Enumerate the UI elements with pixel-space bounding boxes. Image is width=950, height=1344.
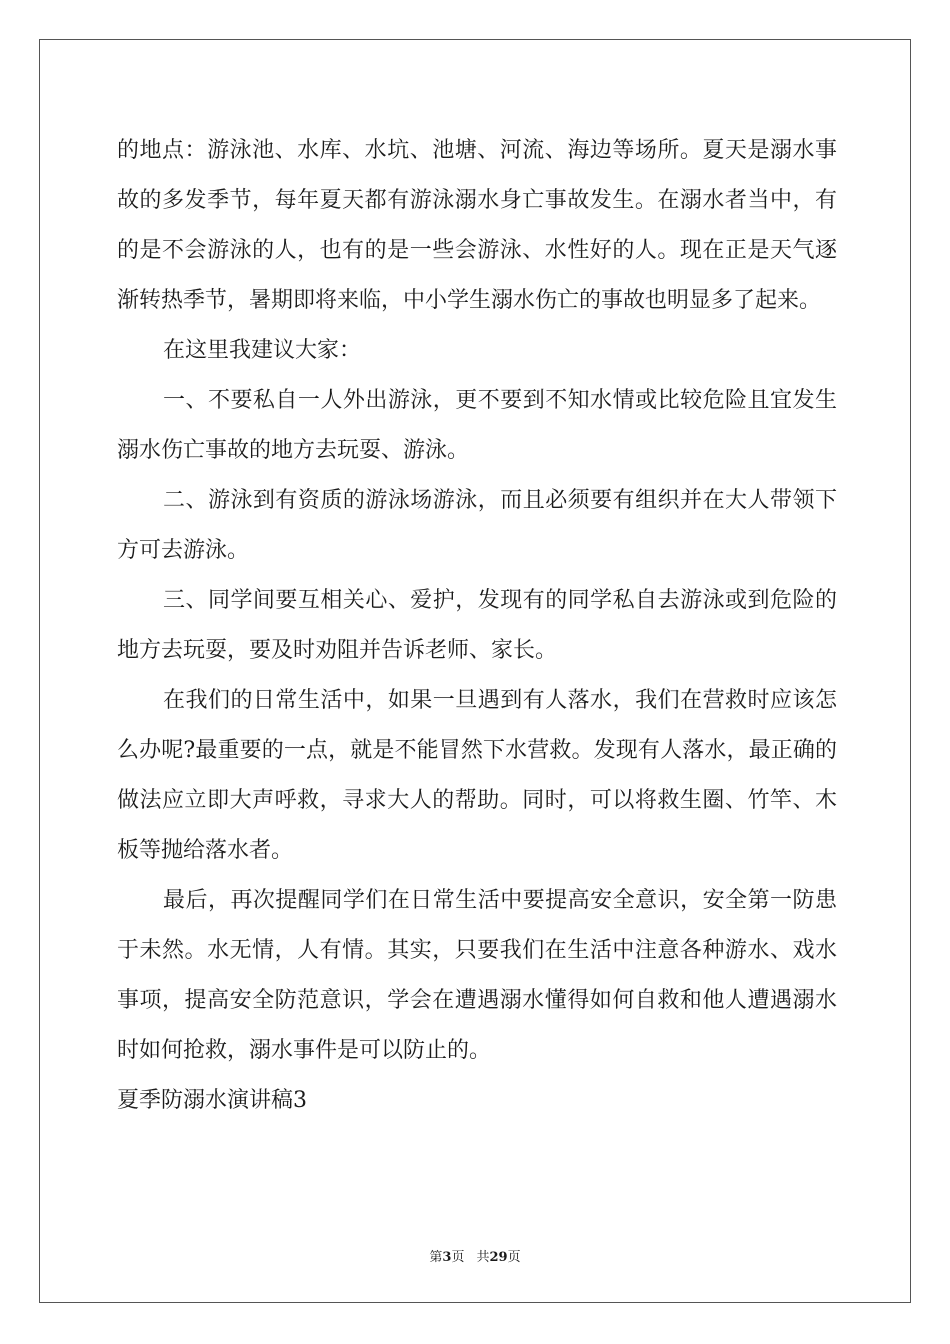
paragraph-continuation: 的地点：游泳池、水库、水坑、池塘、河流、海边等场所。夏天是溺水事故的多发季节，每年夏天都有游泳溺水身亡事故发生。在溺水者当中，有的是不会游泳的人，也有的是一些会游泳、水性好的人。现在正是天气逐渐转热季节，暑期即将来临，中小学生溺水伤亡的事故也明显多了起来。 [117, 138, 837, 313]
paragraph-suggestion-3: 三、同学间要互相关心、爱护，发现有的同学私自去游泳或到危险的地方去玩耍，要及时劝阻并告诉老师、家长。 [117, 588, 837, 663]
total-prefix: 共 [476, 1250, 490, 1265]
total-pages: 29 [489, 1250, 508, 1265]
page-suffix: 页 [451, 1250, 465, 1265]
page-number: 3 [442, 1250, 452, 1265]
page-footer [0, 1246, 950, 1265]
paragraph-suggestion-intro: 在这里我建议大家： [163, 338, 362, 363]
paragraph-rescue: 在我们的日常生活中，如果一旦遇到有人落水，我们在营救时应该怎么办呢?最重要的一点，就是不能冒然下水营救。发现有人落水，最正确的做法应立即大声呼救，寻求大人的帮助。同时，可以将救生圈、竹竿、木板等抛给落水者。 [117, 688, 837, 863]
document-body [117, 126, 837, 1126]
paragraph-suggestion-1: 一、不要私自一人外出游泳，更不要到不知水情或比较危险且宜发生溺水伤亡事故的地方去玩耍、游泳。 [117, 388, 837, 463]
paragraph-suggestion-2: 二、游泳到有资质的游泳场游泳，而且必须要有组织并在大人带领下方可去游泳。 [117, 488, 837, 563]
total-suffix: 页 [507, 1250, 521, 1265]
section-heading: 夏季防溺水演讲稿3 [117, 1088, 307, 1113]
paragraph-conclusion: 最后，再次提醒同学们在日常生活中要提高安全意识，安全第一防患于未然。水无情，人有情。其实，只要我们在生活中注意各种游水、戏水事项，提高安全防范意识，学会在遭遇溺水懂得如何自救和他人遭遇溺水时如何抢救，溺水事件是可以防止的。 [117, 888, 837, 1063]
page-prefix: 第 [429, 1250, 443, 1265]
